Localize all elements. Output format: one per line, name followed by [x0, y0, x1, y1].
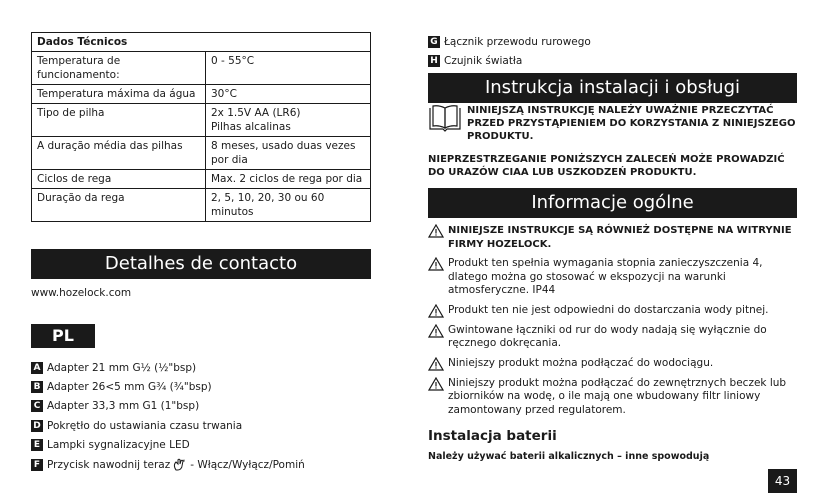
spec-value: 0 - 55°C [206, 52, 371, 85]
list-item [31, 397, 305, 416]
spec-label: Temperatura de funcionamento: [32, 52, 206, 85]
part-letter: C [31, 400, 43, 412]
list-item [428, 304, 800, 318]
warning-icon [428, 257, 444, 271]
warning-text: Produkt ten nie jest odpowiedni do dostarczania wody pitnej. [448, 303, 769, 316]
parts-list-continued [428, 32, 591, 71]
spec-value: 2, 5, 10, 20, 30 ou 60 minutos [206, 189, 371, 222]
language-badge: PL [31, 324, 95, 348]
table-row [32, 137, 371, 170]
table-row [32, 85, 371, 104]
spec-value: 8 meses, usado duas vezes por dia [206, 137, 371, 170]
table-header: Dados Técnicos [32, 33, 371, 52]
list-item [31, 377, 305, 396]
spec-value: Max. 2 ciclos de rega por dia [206, 170, 371, 189]
part-label: Pokrętło do ustawiania czasu trwania [47, 419, 243, 432]
contact-heading: Detalhes de contacto [31, 249, 371, 279]
warning-list [428, 224, 800, 423]
part-label: Przycisk nawodnij teraz [47, 458, 171, 471]
spec-label: Tipo de pilha [32, 104, 206, 137]
list-item [428, 32, 591, 51]
list-item [31, 416, 305, 435]
list-item [31, 436, 305, 455]
read-instructions-warning: NINIEJSZĄ INSTRUKCJĘ NALEŻY UWAŻNIE PRZECZYTAĆ PRZED PRZYSTĄPIENIEM DO KORZYSTANIA Z NINIEJSZEGO PRODUKTU. [467, 105, 796, 142]
warning-text: Niniejszy produkt można podłączać do zewnętrznych beczek lub zbiorników na wodę, o ile mają one wbudowany filtr liniowy zamontowany przed regulatorem. [448, 376, 787, 416]
list-item [428, 357, 800, 371]
part-letter: F [31, 459, 43, 471]
hand-water-icon [173, 458, 187, 471]
website-url[interactable]: www.hozelock.com [31, 287, 132, 299]
part-label: Adapter 21 mm G½ (½"bsp) [47, 361, 197, 374]
part-letter: G [428, 36, 440, 48]
list-item [31, 358, 305, 377]
open-book-icon [428, 104, 462, 132]
technical-data-table [31, 32, 371, 222]
part-label: Adapter 26<5 mm G¾ (¾"bsp) [47, 381, 212, 394]
installation-heading: Instrukcja instalacji i obsługi [428, 73, 797, 103]
part-label: Adapter 33,3 mm G1 (1"bsp) [47, 400, 200, 413]
table-row [32, 189, 371, 222]
warning-icon [428, 377, 444, 391]
warning-text: Niniejszy produkt można podłączać do wodociągu. [448, 356, 714, 369]
part-letter: D [31, 420, 43, 432]
spec-label: Temperatura máxima da água [32, 85, 206, 104]
part-letter: A [31, 362, 43, 374]
list-item [428, 324, 800, 351]
safety-notice: NIEPRZESTRZEGANIE PONIŻSZYCH ZALECEŃ MOŻE PROWADZIĆ DO URAZÓW CIAA LUB USZKODZEŃ PRODUKTU. [428, 154, 785, 178]
general-info-heading: Informacje ogólne [428, 188, 797, 218]
warning-icon [428, 304, 444, 318]
spec-label: A duração média das pilhas [32, 137, 206, 170]
list-item [428, 224, 800, 251]
battery-heading: Instalacja baterii [428, 428, 557, 444]
warning-icon [428, 224, 444, 238]
part-label: Łącznik przewodu rurowego [444, 35, 591, 48]
table-row [32, 104, 371, 137]
warning-text: Produkt ten spełnia wymagania stopnia zanieczyszczenia 4, dlatego można go stosować w ekspozycji na warunki atmosferyczne. IP44 [448, 257, 763, 296]
battery-subtitle: Należy używać baterii alkalicznych – inne spowodują [428, 451, 710, 462]
warning-text: NINIEJSZE INSTRUKCJE SĄ RÓWNIEŻ DOSTĘPNE NA WITRYNIE FIRMY HOZELOCK. [448, 225, 792, 250]
warning-icon [428, 324, 444, 338]
list-item [428, 377, 800, 418]
part-label: Czujnik światła [444, 55, 523, 68]
page-number: 43 [768, 469, 797, 493]
table-row [32, 170, 371, 189]
part-letter: B [31, 381, 43, 393]
part-letter: H [428, 55, 440, 67]
parts-list [31, 358, 305, 474]
list-item [428, 257, 800, 298]
spec-label: Duração da rega [32, 189, 206, 222]
part-letter: E [31, 439, 43, 451]
list-item [428, 51, 591, 70]
list-item [31, 455, 305, 474]
part-label: Lampki sygnalizacyjne LED [47, 439, 190, 452]
part-label-suffix: - Włącz/Wyłącz/Pomiń [190, 458, 305, 471]
table-header-row [32, 33, 371, 52]
warning-text: Gwintowane łączniki od rur do wody nadają się wyłącznie do ręcznego dokręcania. [448, 323, 767, 349]
spec-label: Ciclos de rega [32, 170, 206, 189]
warning-icon [428, 357, 444, 371]
table-row [32, 52, 371, 85]
spec-value: 30°C [206, 85, 371, 104]
spec-value: 2x 1.5V AA (LR6) Pilhas alcalinas [206, 104, 371, 137]
